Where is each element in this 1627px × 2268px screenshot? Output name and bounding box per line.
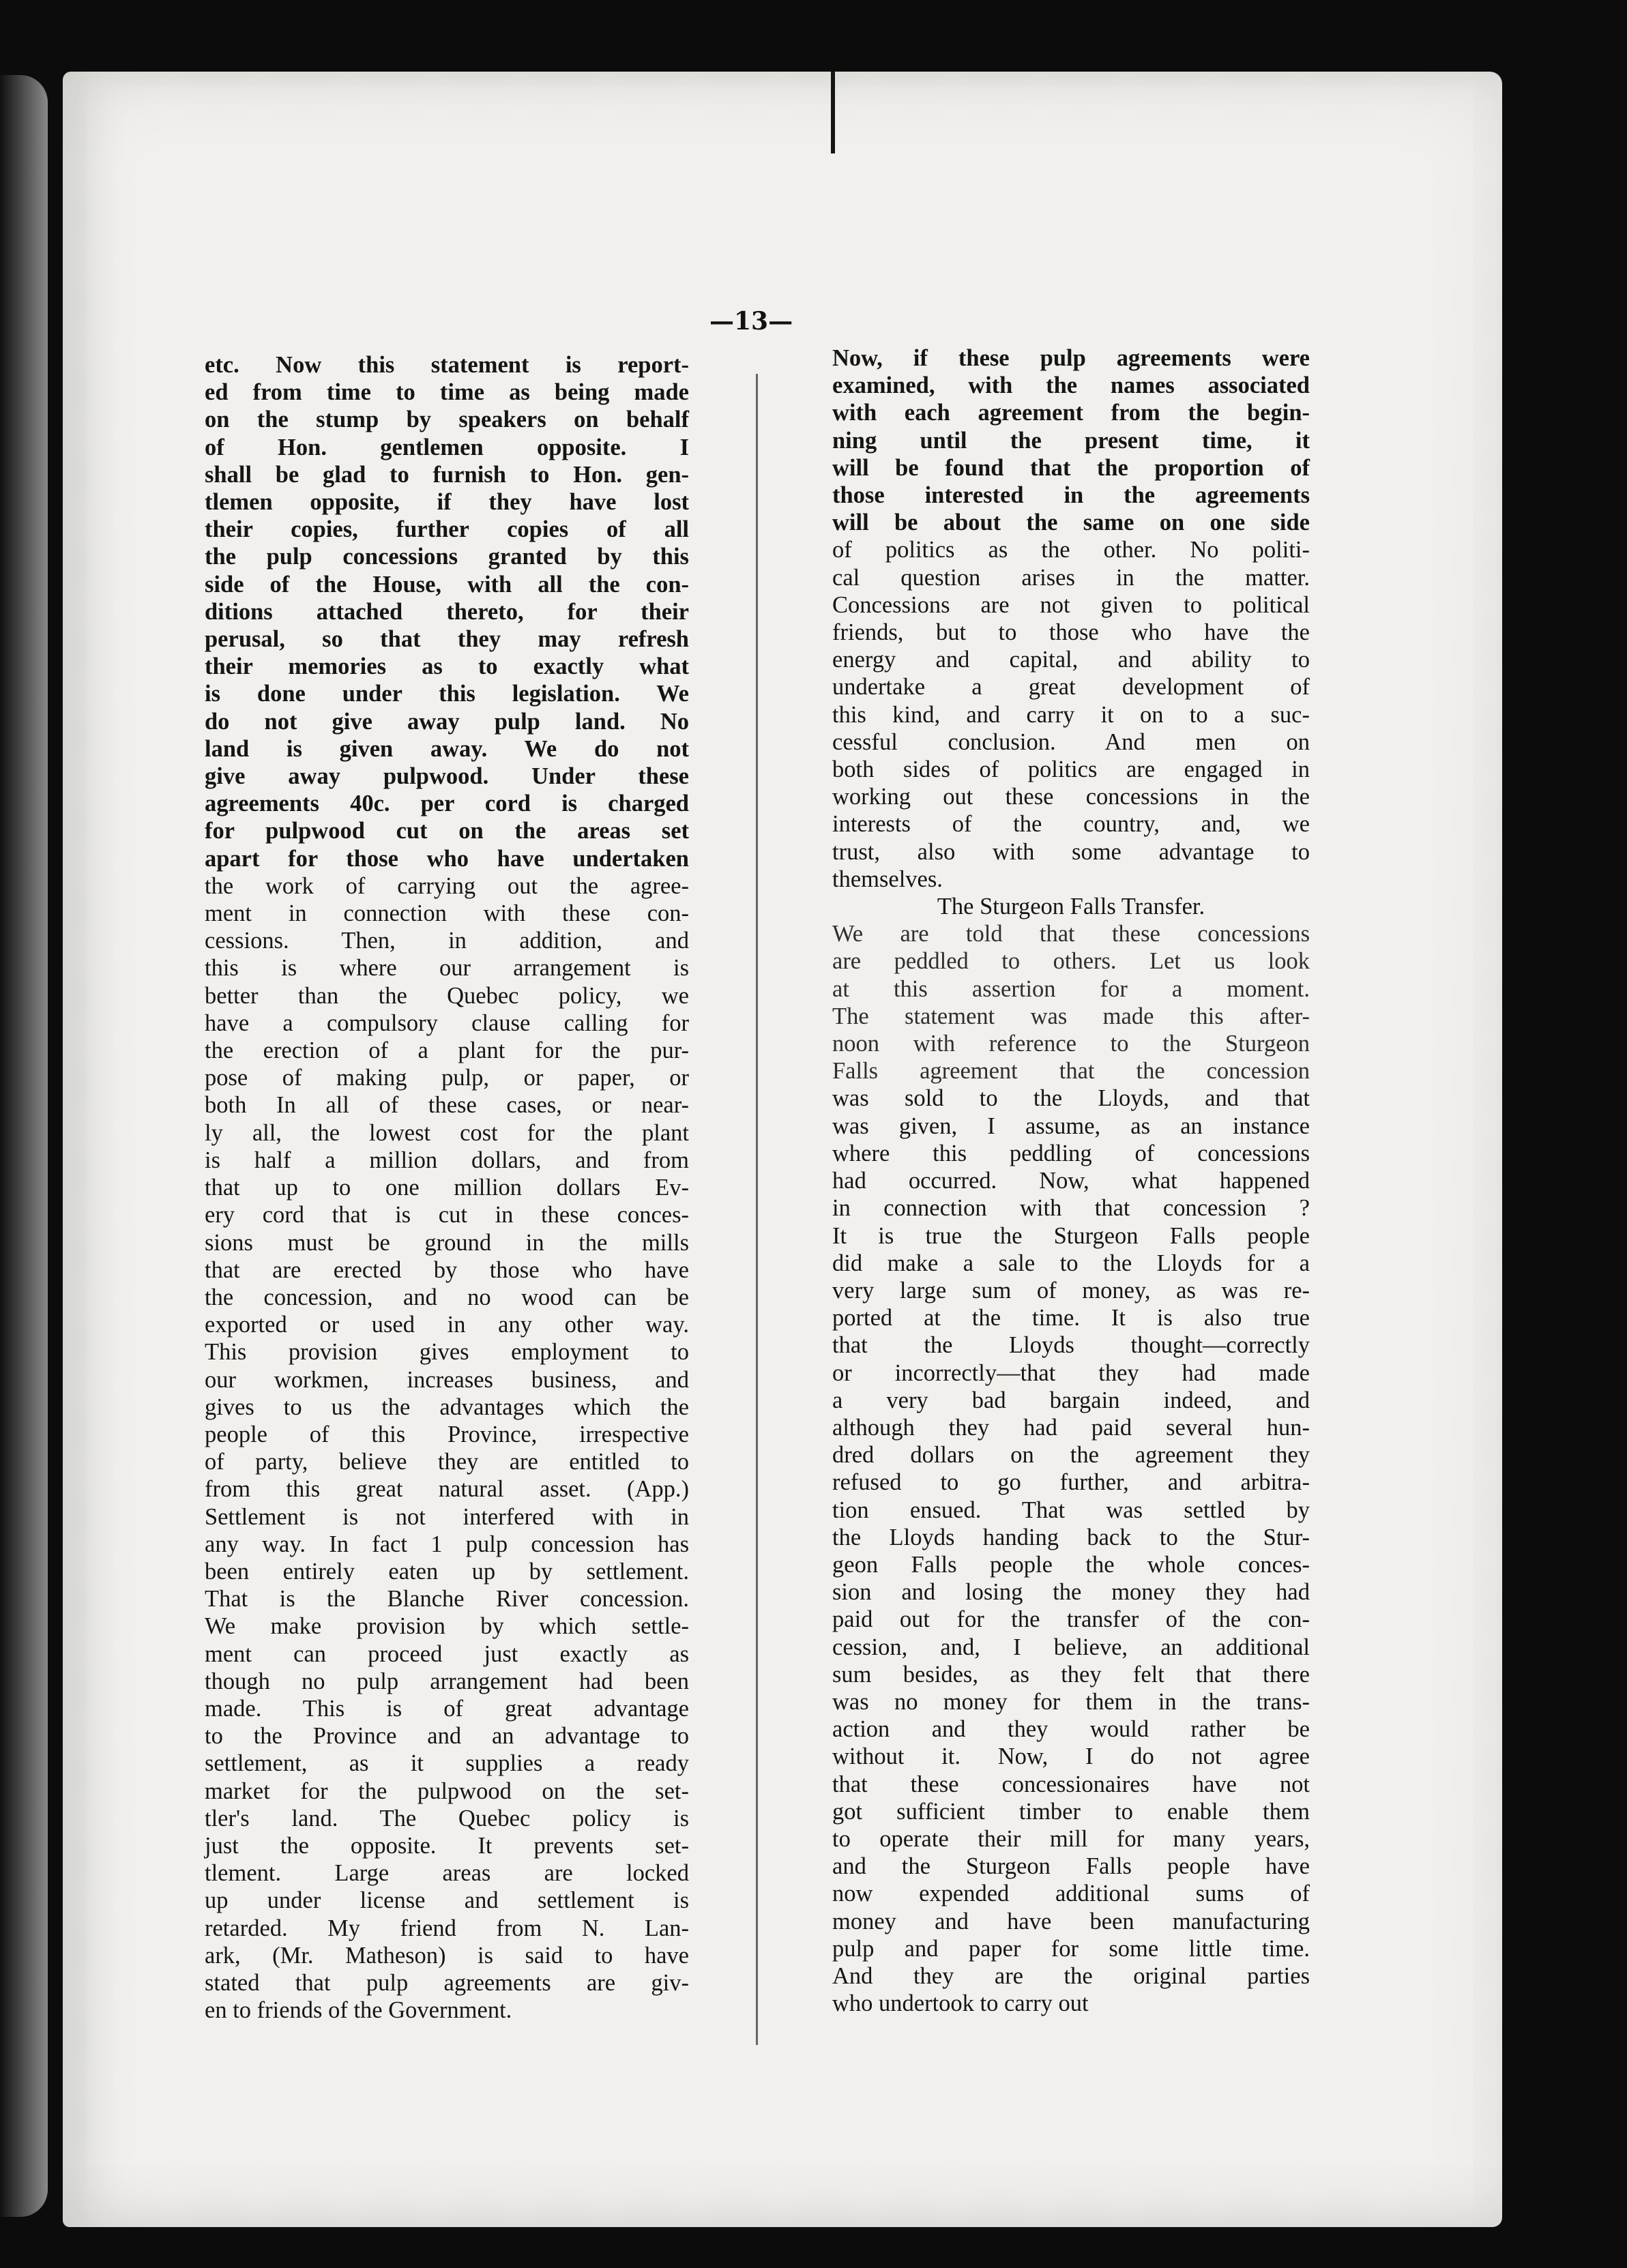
text-line: this kind, and carry it on to a suc-: [832, 701, 1310, 728]
text-line: We are told that these concessions: [832, 921, 1310, 947]
text-line: action and they would rather be: [832, 1716, 1310, 1743]
text-line: perusal, so that they may refresh: [205, 626, 689, 653]
section-heading: The Sturgeon Falls Transfer.: [937, 894, 1205, 920]
text-line: refused to go further, and arbitra-: [832, 1469, 1310, 1496]
text-line: tlement. Large areas are locked: [205, 1860, 689, 1887]
text-line: Settlement is not interfered with in: [205, 1503, 689, 1530]
text-line: very large sum of money, as was re-: [832, 1277, 1310, 1304]
text-line: land is given away. We do not: [205, 735, 689, 762]
text-line: Now, if these pulp agreements were: [832, 345, 1310, 371]
text-line: themselves.: [832, 866, 943, 892]
text-line: ment in connection with these con-: [205, 900, 689, 927]
text-line: friends, but to those who have the: [832, 619, 1310, 646]
text-line: was no money for them in the trans-: [832, 1688, 1310, 1715]
text-line: that up to one million dollars Ev-: [205, 1175, 689, 1201]
text-line: of party, believe they are entitled to: [205, 1449, 689, 1475]
text-line: made. This is of great advantage: [205, 1695, 689, 1722]
text-line: dred dollars on the agreement they: [832, 1442, 1310, 1469]
text-line: at this assertion for a moment.: [832, 975, 1310, 1002]
adjacent-page-edge: [0, 75, 48, 2217]
text-line: money and have been manufacturing: [832, 1908, 1310, 1934]
text-line: sum besides, as they felt that there: [832, 1661, 1310, 1688]
text-line: is half a million dollars, and from: [205, 1147, 689, 1173]
text-line: in connection with that concession ?: [832, 1195, 1310, 1222]
text-line: sion and losing the money they had: [832, 1579, 1310, 1606]
text-line: will be about the same on one side: [832, 510, 1310, 536]
text-line: was sold to the Lloyds, and that: [832, 1085, 1310, 1112]
text-line: the pulp concessions granted by this: [205, 544, 689, 570]
text-line: side of the House, with all the con-: [205, 571, 689, 598]
text-line: just the opposite. It prevents set-: [205, 1832, 689, 1859]
text-line: got sufficient timber to enable them: [832, 1798, 1310, 1825]
text-line: ed from time to time as being made: [205, 379, 689, 406]
text-line: people of this Province, irrespective: [205, 1421, 689, 1447]
text-line: pulp and paper for some little time.: [832, 1935, 1310, 1962]
text-line: pose of making pulp, or paper, or: [205, 1065, 689, 1091]
text-line: without it. Now, I do not agree: [832, 1743, 1310, 1770]
text-line: and the Sturgeon Falls people have: [832, 1853, 1310, 1880]
text-line: stated that pulp agreements are giv-: [205, 1969, 689, 1996]
text-line: did make a sale to the Lloyds for a: [832, 1250, 1310, 1276]
text-line: en to friends of the Government.: [205, 1997, 512, 2024]
text-line: tler's land. The Quebec policy is: [205, 1805, 689, 1831]
text-line: ery cord that is cut in these conces-: [205, 1202, 689, 1228]
text-line: interests of the country, and, we: [832, 811, 1310, 838]
left-text-column: [205, 351, 689, 2024]
text-line: on the stump by speakers on behalf: [205, 407, 689, 433]
page-tear: [831, 72, 835, 153]
text-line: ly all, the lowest cost for the plant: [205, 1119, 689, 1146]
text-line: cessful conclusion. And men on: [832, 728, 1310, 755]
text-line: ditions attached thereto, for their: [205, 598, 689, 625]
text-line: to the Province and an advantage to: [205, 1723, 689, 1750]
text-line: energy and capital, and ability to: [832, 647, 1310, 673]
text-line: Concessions are not given to political: [832, 591, 1310, 618]
text-line: ported at the time. It is also true: [832, 1305, 1310, 1331]
text-line: market for the pulpwood on the set-: [205, 1778, 689, 1804]
text-line: do not give away pulp land. No: [205, 708, 689, 735]
text-line: for pulpwood cut on the areas set: [205, 818, 689, 844]
text-line: the work of carrying out the agree-: [205, 872, 689, 899]
text-line: any way. In fact 1 pulp concession has: [205, 1531, 689, 1557]
text-line: this is where our arrangement is: [205, 955, 689, 982]
text-line: examined, with the names associated: [832, 372, 1310, 399]
text-line: undertake a great development of: [832, 674, 1310, 701]
text-line: had occurred. Now, what happened: [832, 1168, 1310, 1194]
text-line: where this peddling of concessions: [832, 1140, 1310, 1166]
text-line: the Lloyds handing back to the Stur-: [832, 1524, 1310, 1550]
text-line: noon with reference to the Sturgeon: [832, 1031, 1310, 1057]
text-line: although they had paid several hun-: [832, 1414, 1310, 1441]
text-line: cal question arises in the matter.: [832, 564, 1310, 591]
text-line: cession, and, I believe, an additional: [832, 1634, 1310, 1660]
text-line: better than the Quebec policy, we: [205, 982, 689, 1009]
text-line: give away pulpwood. Under these: [205, 763, 689, 790]
text-line: who undertook to carry out: [832, 1990, 1089, 2017]
text-line: agreements 40c. per cord is charged: [205, 791, 689, 817]
text-line: to operate their mill for many years,: [832, 1825, 1310, 1852]
text-line: And they are the original parties: [832, 1962, 1310, 1989]
text-line: We make provision by which settle-: [205, 1613, 689, 1640]
text-line: that the Lloyds thought—correctly: [832, 1332, 1310, 1359]
text-line: those interested in the agreements: [832, 482, 1310, 509]
text-line: It is true the Sturgeon Falls people: [832, 1222, 1310, 1249]
text-line: that these concessionaires have not: [832, 1771, 1310, 1797]
text-line: exported or used in any other way.: [205, 1312, 689, 1338]
text-line: That is the Blanche River concession.: [205, 1586, 689, 1612]
page-number: —13—: [709, 307, 793, 336]
text-line: will be found that the proportion of: [832, 454, 1310, 481]
text-line: tlemen opposite, if they have lost: [205, 489, 689, 516]
text-line: Falls agreement that the concession: [832, 1058, 1310, 1085]
text-line: the concession, and no wood can be: [205, 1284, 689, 1310]
column-divider: [756, 374, 758, 2045]
text-line: that are erected by those who have: [205, 1256, 689, 1283]
text-line: ark, (Mr. Matheson) is said to have: [205, 1942, 689, 1969]
right-text-column: [832, 344, 1310, 2017]
text-line: gives to us the advantages which the: [205, 1394, 689, 1420]
text-line: been entirely eaten up by settlement.: [205, 1558, 689, 1585]
text-line: their memories as to exactly what: [205, 653, 689, 680]
text-line: though no pulp arrangement had been: [205, 1668, 689, 1694]
text-line: shall be glad to furnish to Hon. gen-: [205, 461, 689, 488]
text-line: ment can proceed just exactly as: [205, 1640, 689, 1667]
text-line: trust, also with some advantage to: [832, 838, 1310, 865]
text-line: both sides of politics are engaged in: [832, 756, 1310, 783]
text-line: ning until the present time, it: [832, 427, 1310, 454]
text-line: now expended additional sums of: [832, 1881, 1310, 1907]
text-line: retarded. My friend from N. Lan-: [205, 1915, 689, 1941]
text-line: cessions. Then, in addition, and: [205, 928, 689, 954]
text-line: the erection of a plant for the pur-: [205, 1037, 689, 1064]
text-line: a very bad bargain indeed, and: [832, 1387, 1310, 1413]
text-line: geon Falls people the whole conces-: [832, 1551, 1310, 1578]
text-line: or incorrectly—that they had made: [832, 1359, 1310, 1386]
text-line: up under license and settlement is: [205, 1887, 689, 1914]
text-line: apart for those who have undertaken: [205, 845, 689, 872]
text-line: are peddled to others. Let us look: [832, 948, 1310, 975]
text-line: was given, I assume, as an instance: [832, 1113, 1310, 1139]
text-line: etc. Now this statement is report-: [205, 352, 689, 378]
text-line: settlement, as it supplies a ready: [205, 1750, 689, 1777]
text-line: paid out for the transfer of the con-: [832, 1606, 1310, 1633]
text-line: sions must be ground in the mills: [205, 1229, 689, 1256]
text-line: from this great natural asset. (App.): [205, 1476, 689, 1503]
text-line: The statement was made this after-: [832, 1003, 1310, 1029]
text-line: our workmen, increases business, and: [205, 1366, 689, 1393]
text-line: of politics as the other. No politi-: [832, 537, 1310, 563]
text-line: have a compulsory clause calling for: [205, 1010, 689, 1036]
text-line: of Hon. gentlemen opposite. I: [205, 434, 689, 460]
text-line: This provision gives employment to: [205, 1339, 689, 1366]
text-line: both In all of these cases, or near-: [205, 1092, 689, 1119]
text-line: their copies, further copies of all: [205, 516, 689, 543]
text-line: working out these concessions in the: [832, 784, 1310, 810]
text-line: tion ensued. That was settled by: [832, 1497, 1310, 1523]
text-line: is done under this legislation. We: [205, 681, 689, 707]
text-line: with each agreement from the begin-: [832, 400, 1310, 426]
